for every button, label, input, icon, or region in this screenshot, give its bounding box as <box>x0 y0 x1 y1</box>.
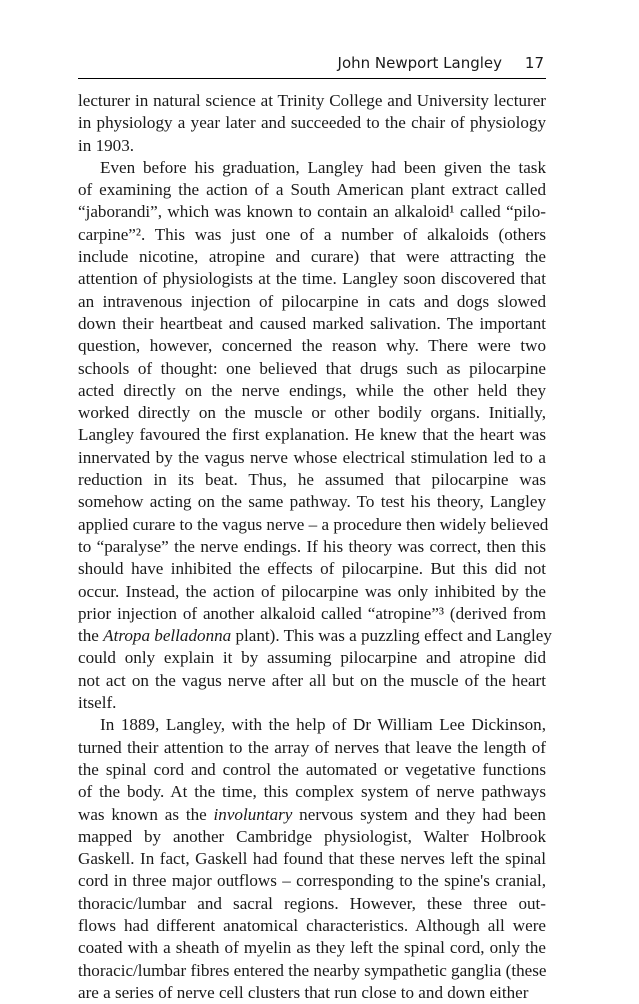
text-line: worked directly on the muscle or other bodily organs. Initially, <box>78 403 546 423</box>
text-line: was known as the involuntary nervous system and they had been <box>78 804 546 824</box>
text-line: carpine”². This was just one of a number of alkaloids (others <box>78 224 546 244</box>
text-line: in physiology a year later and succeeded to the chair of physiology <box>78 113 546 133</box>
text-line: coated with a sheath of myelin as they left the spinal cord, only the <box>78 938 546 958</box>
text-line: lecturer in natural science at Trinity College and University lecturer <box>78 91 546 110</box>
paragraph <box>78 157 552 714</box>
text-line: itself. <box>78 693 117 713</box>
text-line: mapped by another Cambridge physiologist, Walter Holbrook <box>78 826 546 846</box>
paragraph <box>78 714 546 1004</box>
text-line: could only explain it by assuming pilocarpine and atropine did <box>78 648 546 668</box>
running-head-author: John Newport Langley <box>337 54 502 72</box>
text-line: attention of physiologists at the time. Langley soon discovered that <box>78 269 546 289</box>
body-text <box>78 90 552 1004</box>
text-line: Even before his graduation, Langley had been given the task <box>100 157 546 177</box>
text-line: thoracic/lumbar fibres entered the nearby sympathetic ganglia (these <box>78 960 547 980</box>
text-line: somehow acting on the same pathway. To test his theory, Langley <box>78 492 546 512</box>
text-line: of examining the action of a South American plant extract called <box>78 180 546 200</box>
text-line: “jaborandi”, which was known to contain an alkaloid¹ called “pilo- <box>78 202 546 222</box>
text-line: down their heartbeat and caused marked salivation. The important <box>78 313 546 333</box>
text-line: reduction in its beat. Thus, he assumed that pilocarpine was <box>78 470 546 490</box>
text-line: acted directly on the nerve endings, while the other held they <box>78 380 546 400</box>
text-line: question, however, concerned the reason why. There were two <box>78 336 546 356</box>
text-line: cord in three major outflows – corresponding to the spine's cranial, <box>78 871 546 891</box>
text-line: not act on the vagus nerve after all but on the muscle of the heart <box>78 670 546 690</box>
text-line: prior injection of another alkaloid called “atropine”³ (derived from <box>78 603 546 623</box>
text-line: are a series of nerve cell clusters that run close to and down either <box>78 982 529 1002</box>
text-line: Gaskell. In fact, Gaskell had found that these nerves left the spinal <box>78 849 546 869</box>
text-line: Langley favoured the first explanation. He knew that the heart was <box>78 425 546 445</box>
text-line: should have inhibited the effects of pilocarpine. But this did not <box>78 559 546 579</box>
text-line: in 1903. <box>78 135 135 155</box>
text-line: an intravenous injection of pilocarpine in cats and dogs slowed <box>78 291 546 311</box>
running-head <box>78 50 546 79</box>
text-line: applied curare to the vagus nerve – a procedure then widely believed <box>78 514 549 534</box>
paragraph <box>78 90 546 157</box>
text-line: schools of thought: one believed that drugs such as pilocarpine <box>78 358 546 378</box>
text-line: innervated by the vagus nerve whose electrical stimulation led to a <box>78 447 546 467</box>
text-line: thoracic/lumbar and sacral regions. However, these three out- <box>78 893 546 913</box>
text-line: the spinal cord and control the automated or vegetative functions <box>78 759 546 779</box>
text-line: flows had different anatomical characteristics. Although all were <box>78 915 546 935</box>
text-line: the Atropa belladonna plant). This was a puzzling effect and Langley <box>78 626 552 646</box>
text-line: include nicotine, atropine and curare) that were attracting the <box>78 247 546 267</box>
text-line: In 1889, Langley, with the help of Dr William Lee Dickinson, <box>100 715 546 735</box>
text-line: to “paralyse” the nerve endings. If his theory was correct, then this <box>78 536 546 556</box>
text-line: of the body. At the time, this complex system of nerve pathways <box>78 782 546 802</box>
text-line: turned their attention to the array of nerves that leave the length of <box>78 737 546 757</box>
text-line: occur. Instead, the action of pilocarpine was only inhibited by the <box>78 581 546 601</box>
page-number: 17 <box>524 54 544 72</box>
